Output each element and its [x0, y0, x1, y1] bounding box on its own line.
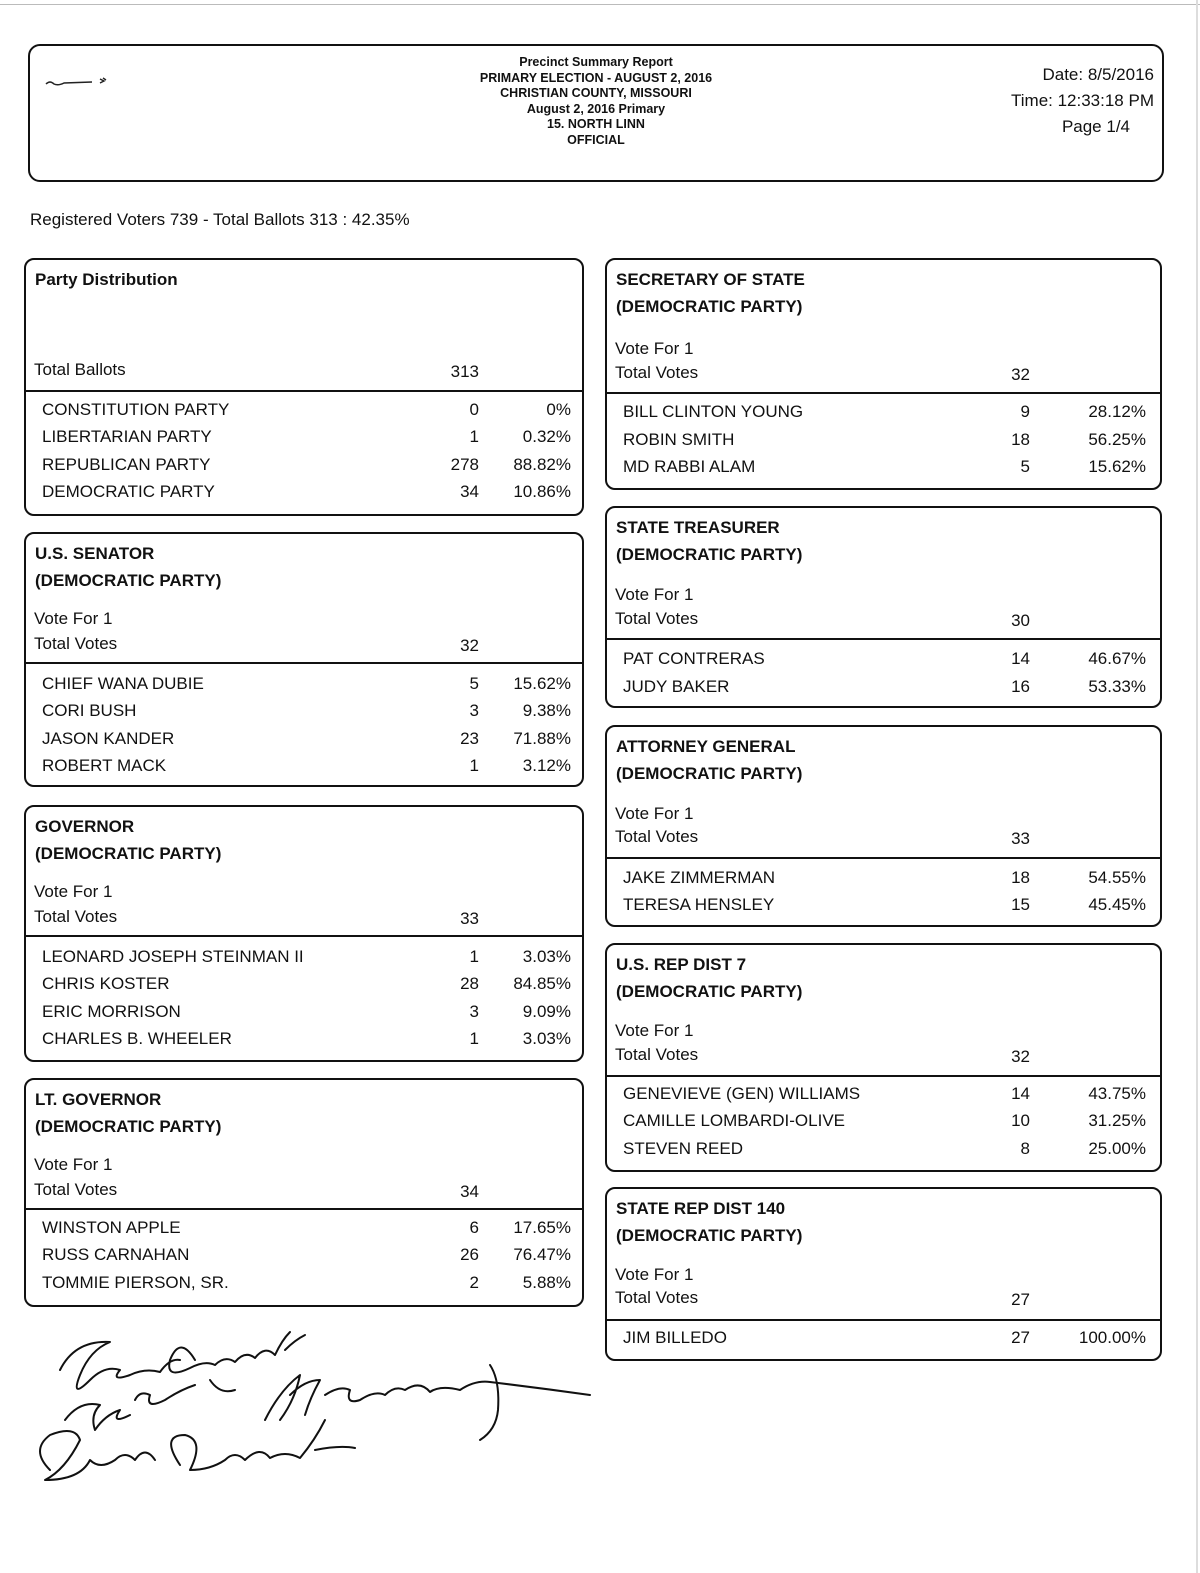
candidate-name: WINSTON APPLE	[42, 1218, 181, 1237]
candidate-name: ROBIN SMITH	[623, 430, 735, 449]
vote-for-label: Vote For 1	[34, 1155, 113, 1174]
vote-count: 10	[1011, 1111, 1030, 1130]
candidate-name: JUDY BAKER	[623, 677, 730, 696]
total-votes-value: 27	[1011, 1290, 1030, 1309]
vote-percent: 15.62%	[1088, 457, 1146, 476]
vote-count: 8	[1020, 1139, 1030, 1158]
contest-title	[616, 733, 802, 787]
table-row	[607, 430, 1160, 457]
table-row	[26, 1273, 582, 1300]
vote-count: 1	[469, 756, 479, 775]
vote-count: 23	[460, 729, 479, 748]
vote-percent: 25.00%	[1088, 1139, 1146, 1158]
contest-us-senator	[24, 532, 584, 787]
candidate-name: ERIC MORRISON	[42, 1002, 181, 1021]
vote-percent: 71.88%	[513, 729, 571, 748]
vote-count: 3	[469, 1002, 479, 1021]
vote-count: 28	[460, 974, 479, 993]
vote-percent: 100.00%	[1078, 1328, 1146, 1347]
vote-percent: 15.62%	[513, 674, 571, 693]
total-votes-value: 32	[1011, 365, 1030, 384]
candidate-name: TOMMIE PIERSON, SR.	[42, 1273, 229, 1292]
vote-percent: 9.38%	[522, 701, 571, 720]
table-row	[26, 1218, 582, 1245]
vote-count: 14	[1011, 1084, 1030, 1103]
total-votes-label: Total Votes	[615, 1288, 699, 1307]
candidate-name: JIM BILLEDO	[623, 1328, 727, 1347]
vote-count: 278	[450, 455, 479, 474]
divider	[607, 857, 1160, 859]
candidate-name: JASON KANDER	[42, 729, 175, 748]
contest-lt-governor	[24, 1078, 584, 1307]
vote-for-label: Vote For 1	[615, 804, 694, 823]
vote-percent: 3.12%	[522, 756, 571, 775]
vote-percent: 56.25%	[1088, 430, 1146, 449]
table-row	[26, 427, 582, 454]
vote-percent: 84.85%	[513, 974, 571, 993]
party-name: (DEMOCRATIC PARTY)	[35, 844, 222, 863]
table-row	[607, 1084, 1160, 1111]
vote-count: 14	[1011, 649, 1030, 668]
vote-percent: 0.32%	[522, 427, 571, 446]
total-votes-label: Total Votes	[34, 1180, 118, 1199]
vote-for-label: Vote For 1	[615, 1265, 694, 1284]
divider	[607, 392, 1160, 394]
vote-percent: 5.88%	[522, 1273, 571, 1292]
report-title-block	[30, 55, 1162, 148]
total-votes-label: Total Votes	[34, 634, 118, 653]
vote-count: 5	[1020, 457, 1030, 476]
vote-count: 16	[1011, 677, 1030, 696]
contest-attorney-general	[605, 725, 1162, 927]
office-name: LT. GOVERNOR	[35, 1090, 162, 1109]
vote-count: 6	[469, 1218, 479, 1237]
candidate-name: STEVEN REED	[623, 1139, 743, 1158]
vote-count: 0	[469, 400, 479, 419]
candidate-name: RUSS CARNAHAN	[42, 1245, 190, 1264]
table-row	[26, 1245, 582, 1272]
candidate-name: CHARLES B. WHEELER	[42, 1029, 232, 1048]
handwritten-signatures	[20, 1320, 600, 1500]
divider	[26, 390, 582, 392]
candidate-name: GENEVIEVE (GEN) WILLIAMS	[623, 1084, 861, 1103]
report-header	[28, 44, 1164, 182]
contest-secretary-of-state	[605, 258, 1162, 490]
contest-governor	[24, 805, 584, 1062]
candidate-name: LIBERTARIAN PARTY	[42, 427, 212, 446]
total-votes-label: Total Votes	[615, 827, 699, 846]
table-row	[607, 457, 1160, 484]
table-row	[26, 756, 582, 783]
vote-count: 27	[1011, 1328, 1030, 1347]
vote-for-label: Vote For 1	[34, 609, 113, 628]
total-votes-value: 32	[1011, 1047, 1030, 1066]
total-votes-value: 34	[460, 1182, 479, 1201]
party-name: (DEMOCRATIC PARTY)	[35, 1117, 222, 1136]
contest-title	[35, 813, 221, 867]
candidate-name: JAKE ZIMMERMAN	[623, 868, 776, 887]
candidate-name: LEONARD JOSEPH STEINMAN II	[42, 947, 304, 966]
table-row	[26, 1029, 582, 1056]
contest-state-rep-dist-140	[605, 1187, 1162, 1361]
turnout-summary: Registered Voters 739 - Total Ballots 313 : 42.35%	[30, 210, 410, 229]
report-time: Time: 12:33:18 PM	[1011, 91, 1154, 110]
divider	[26, 935, 582, 937]
table-row	[607, 402, 1160, 429]
vote-percent: 28.12%	[1088, 402, 1146, 421]
contest-title	[616, 266, 805, 320]
vote-percent: 31.25%	[1088, 1111, 1146, 1130]
report-type: Precinct Summary Report	[519, 55, 673, 69]
candidate-name: CHIEF WANA DUBIE	[42, 674, 204, 693]
vote-count: 2	[469, 1273, 479, 1292]
total-votes-value: 33	[460, 909, 479, 928]
candidate-name: REPUBLICAN PARTY	[42, 455, 211, 474]
table-row	[26, 974, 582, 1001]
party-distribution-box	[24, 258, 584, 516]
party-name: (DEMOCRATIC PARTY)	[616, 982, 803, 1001]
election-date: August 2, 2016 Primary	[526, 101, 666, 116]
vote-count: 9	[1020, 402, 1030, 421]
vote-percent: 0%	[546, 400, 571, 419]
total-votes-label: Total Votes	[615, 1045, 699, 1064]
divider	[607, 1319, 1160, 1321]
candidate-name: ROBERT MACK	[42, 756, 167, 775]
table-row	[26, 701, 582, 728]
total-votes-label: Total Votes	[615, 609, 699, 628]
candidate-name: BILL CLINTON YOUNG	[623, 402, 804, 421]
report-date: Date: 8/5/2016	[1042, 65, 1154, 84]
office-name: U.S. REP DIST 7	[616, 955, 747, 974]
table-row	[607, 1139, 1160, 1166]
table-row	[607, 868, 1160, 895]
vote-count: 1	[469, 427, 479, 446]
contest-title: Party Distribution	[35, 270, 178, 289]
office-name: STATE TREASURER	[616, 518, 780, 537]
total-votes-value: 33	[1011, 829, 1030, 848]
table-row	[26, 1002, 582, 1029]
total-votes-value: 32	[460, 636, 479, 655]
table-row	[26, 947, 582, 974]
contest-us-rep-dist-7	[605, 943, 1162, 1172]
total-votes-value: 30	[1011, 611, 1030, 630]
office-name: GOVERNOR	[35, 817, 135, 836]
table-row	[26, 674, 582, 701]
candidate-name: PAT CONTRERAS	[623, 649, 765, 668]
election-name: PRIMARY ELECTION - AUGUST 2, 2016	[479, 70, 713, 85]
party-name: (DEMOCRATIC PARTY)	[616, 545, 803, 564]
office-name: U.S. SENATOR	[35, 544, 155, 563]
vote-count: 18	[1011, 430, 1030, 449]
candidate-name: CHRIS KOSTER	[42, 974, 170, 993]
table-row	[607, 895, 1160, 922]
party-name: (DEMOCRATIC PARTY)	[35, 571, 222, 590]
official-label: OFFICIAL	[567, 132, 625, 147]
divider	[26, 1208, 582, 1210]
party-name: (DEMOCRATIC PARTY)	[616, 764, 803, 783]
total-votes-label: Total Votes	[34, 907, 118, 926]
office-name: SECRETARY OF STATE	[616, 270, 805, 289]
candidate-name: DEMOCRATIC PARTY	[42, 482, 215, 501]
vote-count: 3	[469, 701, 479, 720]
table-row	[26, 400, 582, 427]
table-row	[26, 455, 582, 482]
vote-count: 18	[1011, 868, 1030, 887]
divider	[607, 1075, 1160, 1077]
vote-percent: 9.09%	[522, 1002, 571, 1021]
vote-percent: 46.67%	[1088, 649, 1146, 668]
divider	[607, 638, 1160, 640]
vote-for-label: Vote For 1	[615, 339, 694, 358]
candidate-name: CORI BUSH	[42, 701, 137, 720]
table-row	[26, 482, 582, 509]
scan-edge-right	[1196, 0, 1198, 1573]
office-name: ATTORNEY GENERAL	[616, 737, 796, 756]
party-name: (DEMOCRATIC PARTY)	[616, 297, 803, 316]
candidate-name: CAMILLE LOMBARDI-OLIVE	[623, 1111, 846, 1130]
vote-percent: 88.82%	[513, 455, 571, 474]
table-row	[607, 677, 1160, 704]
vote-count: 1	[469, 947, 479, 966]
vote-for-label: Vote For 1	[34, 882, 113, 901]
candidate-name: MD RABBI ALAM	[623, 457, 756, 476]
table-row	[607, 1328, 1160, 1355]
vote-percent: 10.86%	[513, 482, 571, 501]
vote-percent: 54.55%	[1088, 868, 1146, 887]
scan-edge-top	[0, 0, 1200, 5]
vote-percent: 17.65%	[513, 1218, 571, 1237]
vote-percent: 53.33%	[1088, 677, 1146, 696]
vote-percent: 3.03%	[522, 1029, 571, 1048]
contest-title	[616, 514, 802, 568]
vote-percent: 3.03%	[522, 947, 571, 966]
vote-count: 5	[469, 674, 479, 693]
contest-title	[616, 951, 802, 1005]
contest-title	[35, 540, 221, 594]
candidate-name: TERESA HENSLEY	[623, 895, 775, 914]
vote-percent: 45.45%	[1088, 895, 1146, 914]
contest-title	[35, 1086, 221, 1140]
vote-count: 26	[460, 1245, 479, 1264]
party-name: (DEMOCRATIC PARTY)	[616, 1226, 803, 1245]
table-row	[26, 729, 582, 756]
total-votes-label: Total Votes	[615, 363, 699, 382]
page-number: Page 1/4	[1061, 117, 1130, 136]
vote-count: 34	[460, 482, 479, 501]
candidate-name: CONSTITUTION PARTY	[42, 400, 230, 419]
contest-state-treasurer	[605, 506, 1162, 708]
divider	[26, 662, 582, 664]
table-row	[607, 1111, 1160, 1138]
office-name: STATE REP DIST 140	[616, 1199, 786, 1218]
contest-title	[616, 1195, 802, 1249]
vote-for-label: Vote For 1	[615, 1021, 694, 1040]
precinct-name: 15. NORTH LINN	[547, 117, 645, 131]
vote-percent: 76.47%	[513, 1245, 571, 1264]
vote-percent: 43.75%	[1088, 1084, 1146, 1103]
report-meta	[1011, 62, 1154, 140]
vote-for-label: Vote For 1	[615, 585, 694, 604]
vote-count: 15	[1011, 895, 1030, 914]
vote-count: 1	[469, 1029, 479, 1048]
total-ballots-value: 313	[450, 362, 479, 381]
table-row	[607, 649, 1160, 676]
total-ballots-label: Total Ballots	[34, 360, 126, 379]
county-name: CHRISTIAN COUNTY, MISSOURI	[500, 86, 692, 100]
